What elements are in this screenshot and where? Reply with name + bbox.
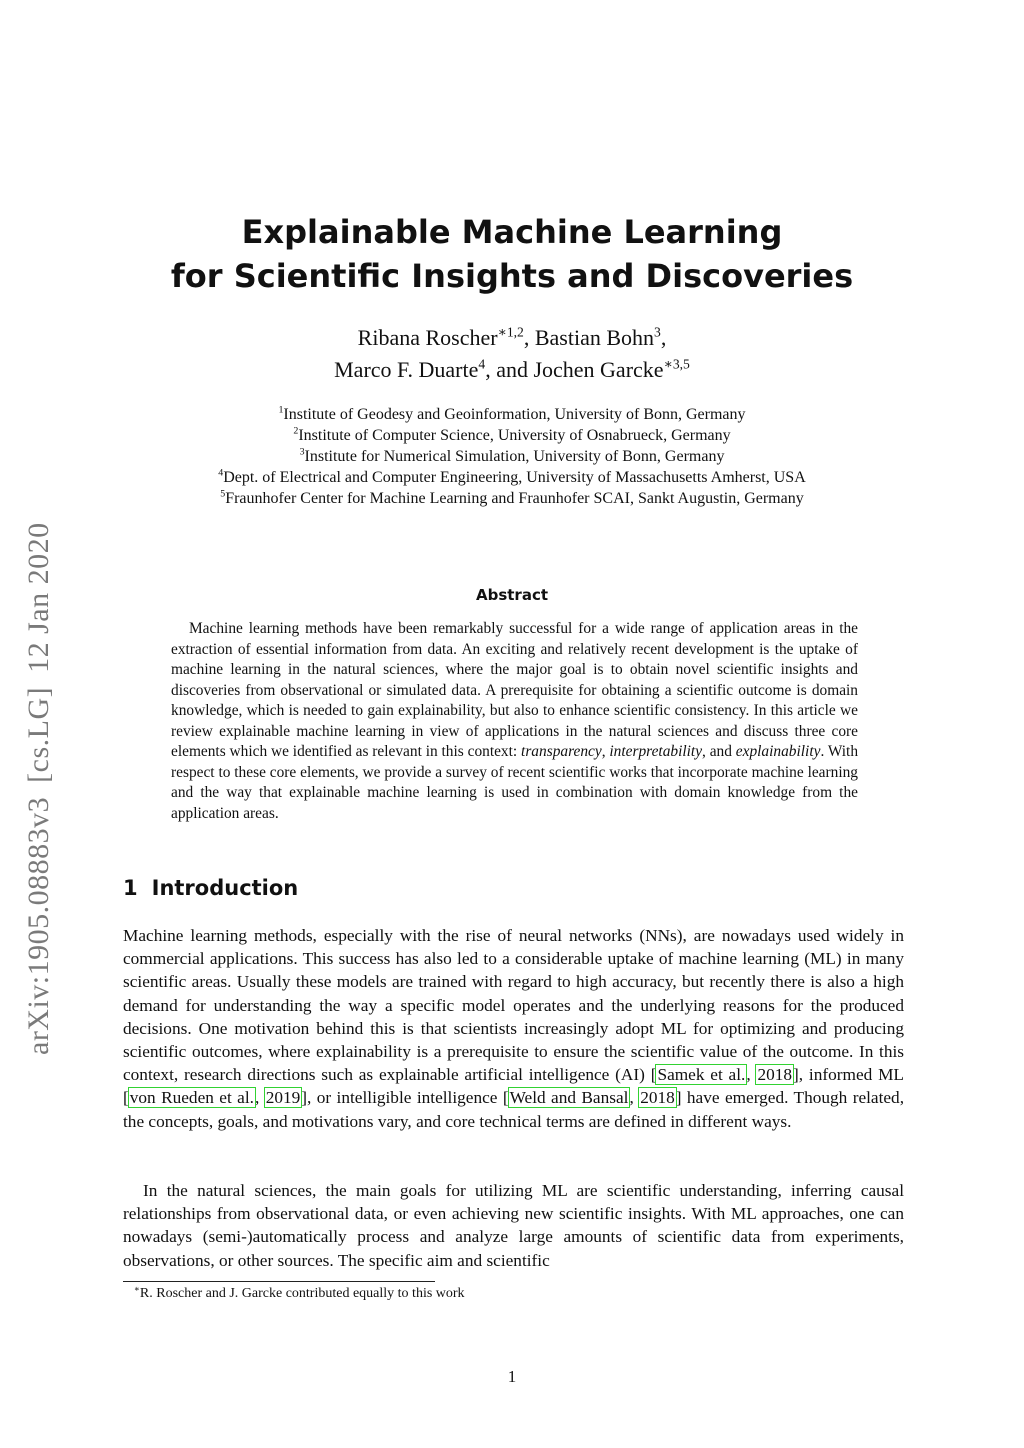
author-name: Ribana Roscher [357, 325, 498, 350]
affiliation-text: Fraunhofer Center for Machine Learning and Fraunhofer SCAI, Sankt Augustin, Germany [225, 490, 804, 507]
section-title: Introduction [151, 876, 299, 900]
author-separator: , [660, 325, 667, 350]
affiliation-text: Institute of Geodesy and Geoinformation, University of Bonn, Germany [283, 406, 746, 423]
affiliation [112, 425, 912, 446]
affiliation-text: Dept. of Electrical and Computer Engineering, University of Massachusetts Amherst, USA [223, 469, 806, 486]
affiliation-text: Institute of Computer Science, University of Osnabrueck, Germany [298, 427, 731, 444]
author-affil-mark: 4 [478, 356, 486, 372]
abstract-text: Machine learning methods have been remarkably successful for a wide range of application areas in the extraction of essential information from data. An exciting and relatively recent development is the uptake of machine learning in the natural sciences, where the major goal is to obtain novel scientific insights and discoveries from observational or simulated data. A prerequisite for obtaining a scientific outcome is domain knowledge, which is needed to gain explainability, but also to enhance scientific consistency. In this article we review explainable machine learning in view of applications in the natural sciences and discuss three core elements which we identified as relevant in this context: [171, 620, 858, 760]
title-line-1: Explainable Machine Learning [241, 213, 783, 251]
paragraph-text: ] have emerged. Though related, the concepts, goals, and motivations vary, and core technical terms are defined in different ways. [123, 1088, 905, 1131]
footnote [134, 1283, 465, 1302]
author-separator: , [523, 325, 535, 350]
author-name: Marco F. Duarte [334, 357, 479, 382]
abstract-separator: , [601, 743, 610, 760]
section-heading [123, 876, 298, 900]
arxiv-date: 12 Jan 2020 [22, 522, 55, 673]
citation-separator: , [746, 1065, 757, 1085]
abstract-body [171, 619, 858, 824]
section-number: 1 [123, 876, 138, 900]
author-list [112, 322, 912, 386]
author-separator: , and [485, 357, 534, 382]
author-line-1 [112, 322, 912, 354]
citation-separator: , [629, 1088, 640, 1108]
abstract-text: . With respect to these core elements, we provide a survey of recent scientific works that incorporate machine learning and the way that explainable machine learning is used in combination with domain knowledge from the application areas. [171, 743, 859, 822]
abstract-term: interpretability [609, 743, 703, 760]
paragraph-text: ], or intelligible intelligence [ [301, 1088, 509, 1108]
affiliation-mark: 1 [278, 404, 284, 416]
affiliation-mark: 4 [218, 467, 224, 479]
arxiv-category: [cs.LG] [22, 686, 55, 783]
footnote-mark: ∗ [134, 1283, 140, 1294]
abstract-separator: , and [702, 743, 736, 760]
body-paragraph: In the natural sciences, the main goals for utilizing ML are scientific understanding, inferring causal relationships from observational data, or even achieving new scientific insights. With ML approaches, one can nowadays (semi-)automatically process and analyze large amounts of scientific data from experiments, observations, or other sources. The specific aim and scientific [123, 1181, 904, 1270]
affiliation-text: Institute for Numerical Simulation, University of Bonn, Germany [304, 448, 725, 465]
arxiv-id: arXiv:1905.08883v3 [22, 796, 55, 1055]
affiliation [112, 488, 912, 509]
affiliation-mark: 5 [220, 488, 226, 500]
page-number: 1 [507, 1367, 517, 1386]
author-name: Jochen Garcke [533, 357, 664, 382]
footnote-rule [123, 1281, 435, 1282]
abstract-heading: Abstract [475, 586, 549, 604]
affiliation-mark: 2 [293, 425, 299, 437]
citation-year-link[interactable]: 2019 [265, 1088, 301, 1108]
footnote-text: R. Roscher and J. Garcke contributed equally to this work [139, 1286, 465, 1301]
author-line-2 [112, 354, 912, 386]
abstract-term: transparency [521, 743, 602, 760]
title-line-2: for Scientific Insights and Discoveries [170, 257, 854, 295]
citation-year-link[interactable]: 2018 [640, 1088, 675, 1108]
paragraph-text: ], informed ML [ [123, 1065, 904, 1108]
paper-title [112, 210, 912, 298]
body-paragraph [123, 924, 904, 1133]
affiliation [112, 446, 912, 467]
citation-link[interactable]: Samek et al. [657, 1065, 746, 1085]
author-affil-mark: ∗1,2 [497, 324, 524, 340]
arxiv-stamp [22, 508, 56, 1055]
paragraph-text: Machine learning methods, especially with the rise of neural networks (NNs), are nowadays used widely in commercial applications. This success has also led to a considerable uptake of machine learning (ML) in many scientific areas. Usually these models are trained with regard to high accuracy, but recently there is also a high demand for understanding the way a specific model operates and the underlying reasons for the produced decisions. One motivation behind this is that scientists increasingly adopt ML for optimizing and producing scientific outcomes, where explainability is a prerequisite to ensure the scientific value of the outcome. In this context, research directions such as explainable artificial intelligence (AI) [ [123, 926, 904, 1085]
citation-link[interactable]: Weld and Bansal [509, 1088, 629, 1108]
affiliation [112, 467, 912, 488]
citation-link[interactable]: von Rueden et al. [129, 1088, 254, 1108]
citation-year-link[interactable]: 2018 [757, 1065, 793, 1085]
affiliation-list [112, 404, 912, 509]
citation-separator: , [254, 1088, 265, 1108]
author-affil-mark: ∗3,5 [663, 356, 690, 372]
author-name: Bastian Bohn [534, 325, 655, 350]
author-affil-mark: 3 [654, 324, 661, 340]
affiliation-mark: 3 [299, 446, 305, 458]
abstract-term: explainability [735, 743, 821, 760]
affiliation [112, 404, 912, 425]
